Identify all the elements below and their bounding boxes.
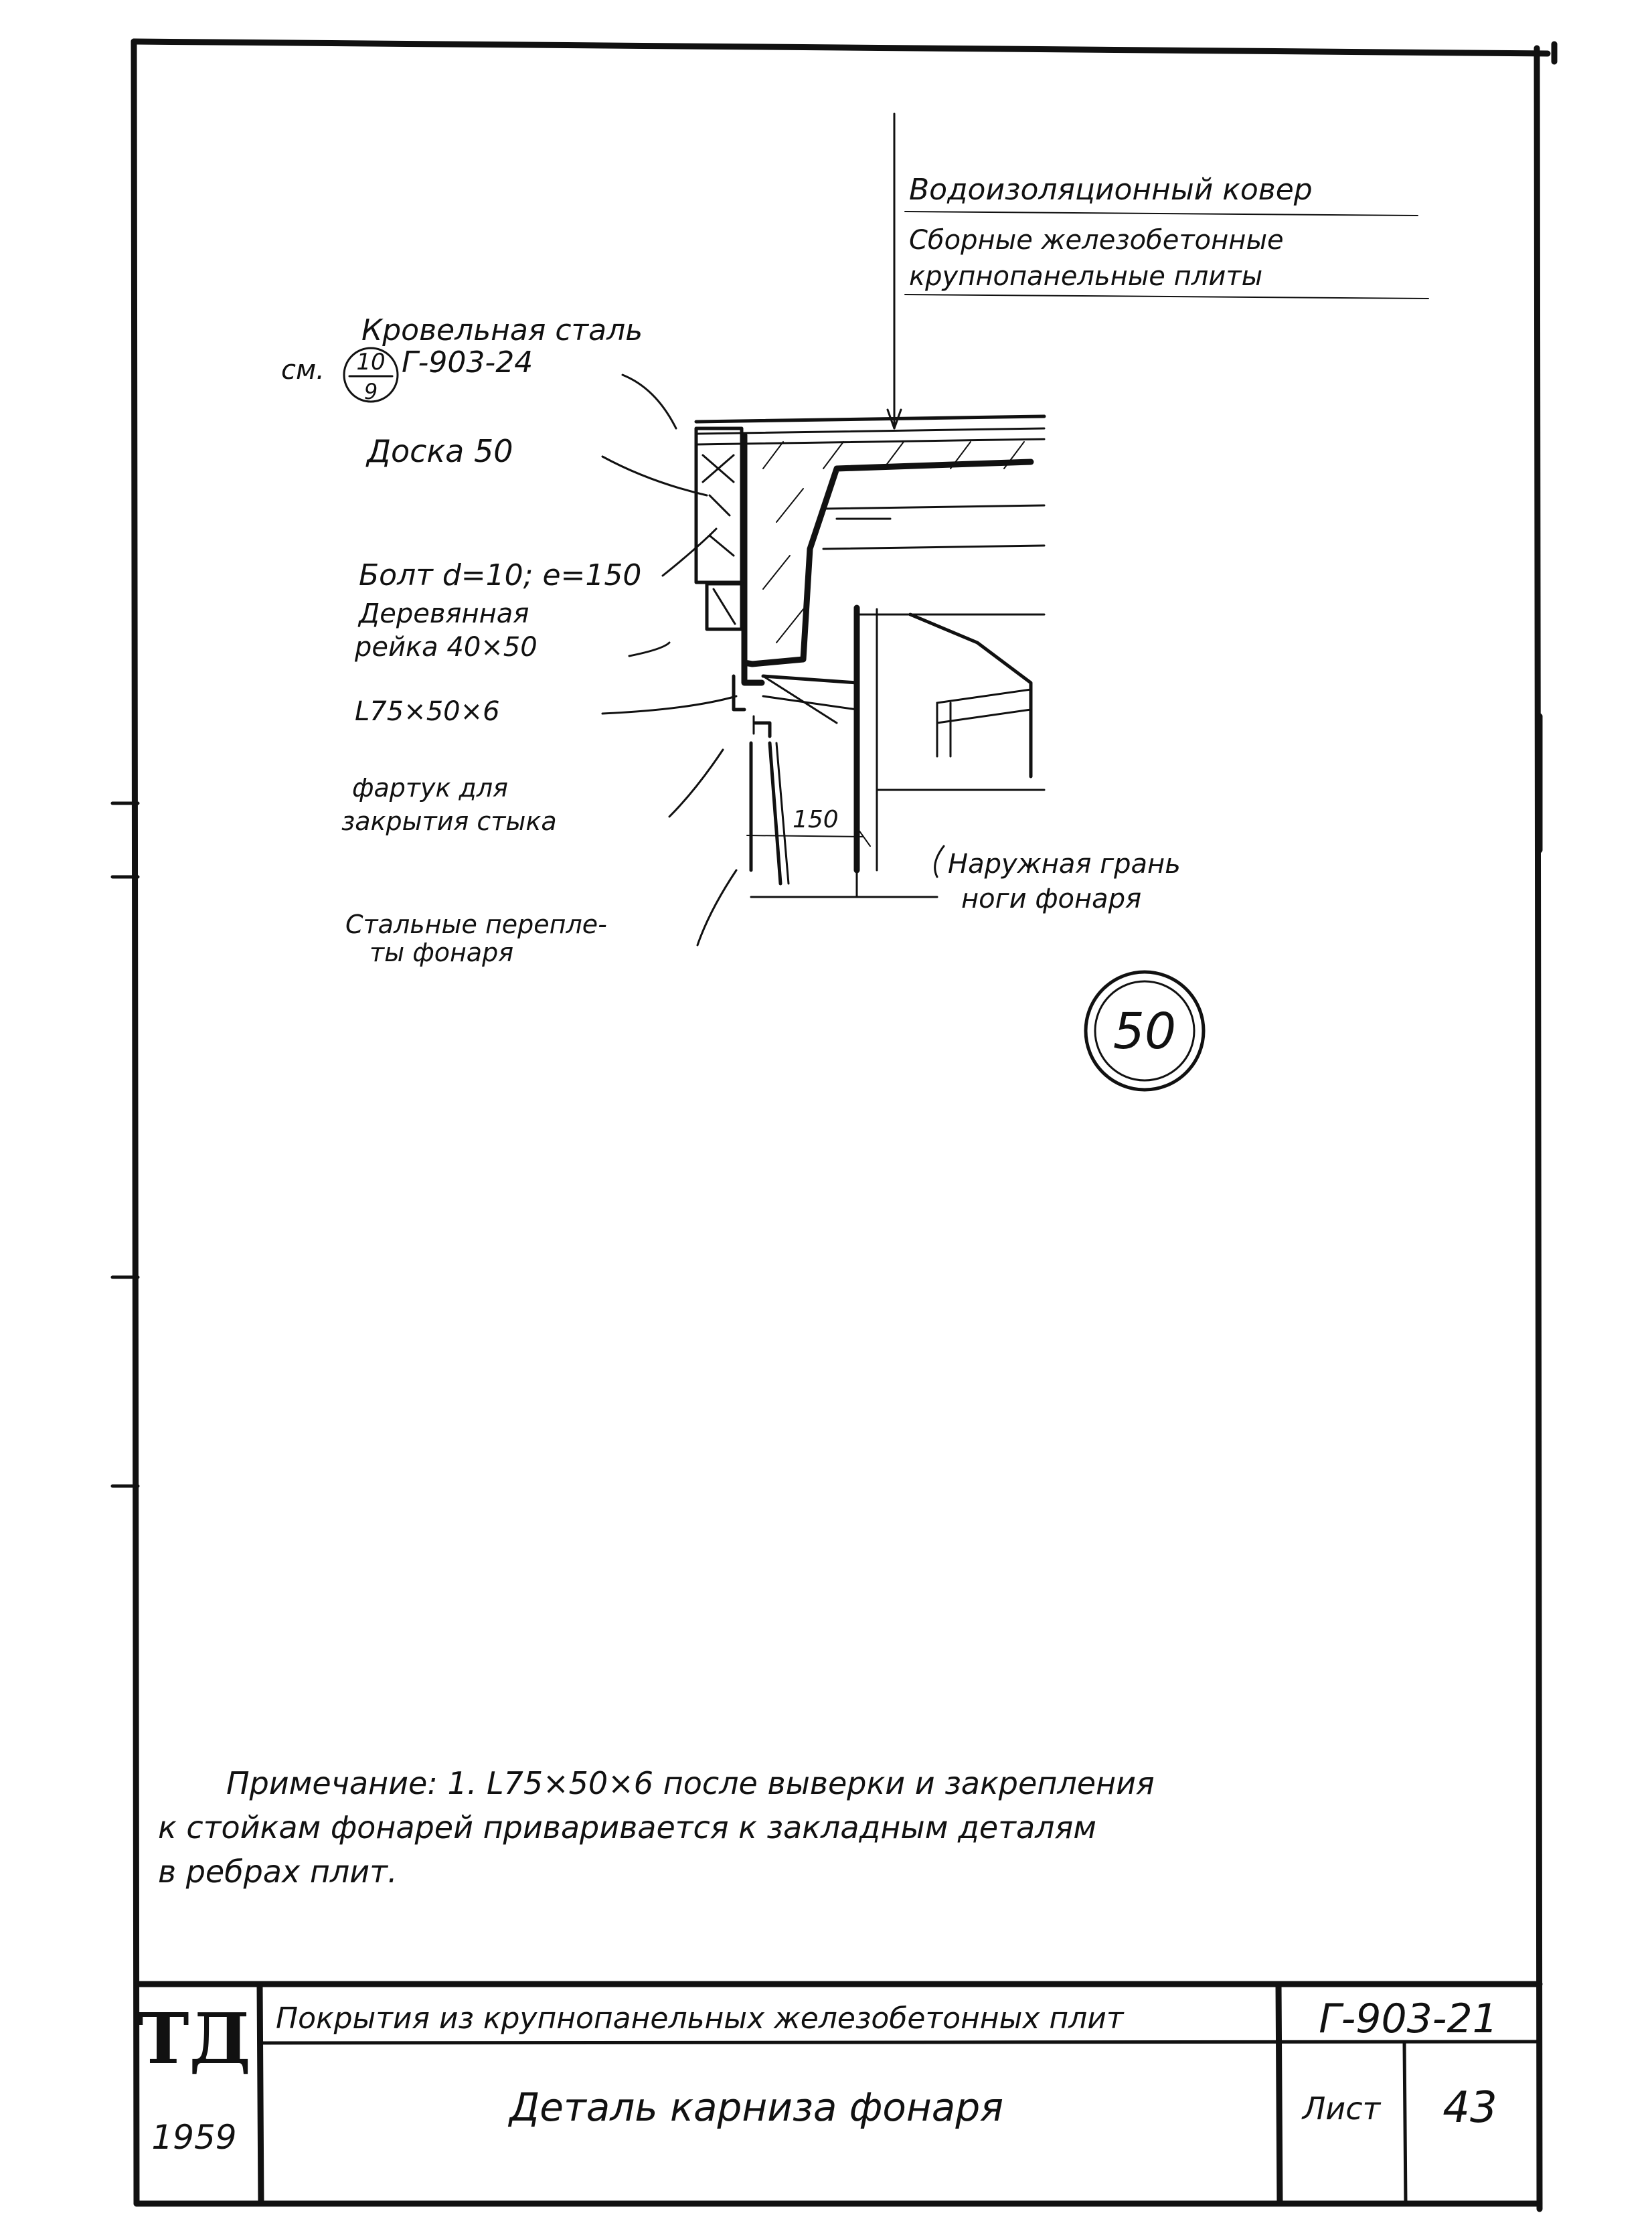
label-roof-steel: Кровельная сталь (361, 313, 643, 347)
note-line3: в ребрах плит. (158, 1854, 398, 1890)
label-ref-series: Г-903-24 (402, 345, 533, 380)
title-subject: Покрытия из крупнопанельных железобетонных плит (276, 2001, 1124, 2036)
label-batten-line2: рейка 40×50 (355, 632, 538, 663)
label-panels-line2: крупнопанельные плиты (909, 261, 1263, 292)
label-sash-line2: ты фонаря (369, 938, 514, 967)
title-drawing: Деталь карниза фонаря (509, 2084, 1004, 2130)
ref-numerator: 10 (356, 349, 386, 376)
title-year: 1959 (151, 2118, 237, 2157)
label-dimension: 150 (793, 806, 839, 833)
detail-number-marker (1086, 972, 1204, 1090)
detail-number: 50 (1112, 1003, 1177, 1060)
label-ref-prefix: см. (281, 355, 325, 386)
note (158, 1765, 1155, 1890)
label-outer-face-line2: ноги фонаря (961, 884, 1142, 914)
label-bolt: Болт d=10; e=150 (359, 558, 642, 592)
label-outer-face-line1: Наружная грань (948, 849, 1181, 880)
title-block (137, 1984, 1540, 2204)
label-batten-line1: Деревянная (359, 598, 529, 629)
cornice-section (696, 416, 1044, 897)
slab-hatch (763, 442, 1024, 643)
label-angle: L75×50×6 (355, 696, 500, 727)
label-waterproofing: Водоизоляционный ковер (909, 173, 1313, 207)
label-board: Доска 50 (367, 433, 513, 469)
label-panels-line1: Сборные железобетонные (909, 225, 1284, 256)
detail-reference-marker (344, 348, 398, 404)
title-sheet-label: Лист (1302, 2091, 1381, 2127)
note-line2: к стойкам фонарей приваривается к закладным деталям (158, 1809, 1096, 1846)
title-series: Г-903-21 (1319, 1995, 1498, 2042)
title-sheet-number: 43 (1442, 2083, 1497, 2133)
label-apron-line2: закрытия стыка (341, 807, 557, 836)
note-line1: Примечание: 1. L75×50×6 после выверки и закрепления (226, 1765, 1155, 1801)
label-apron-line1: фартук для (352, 773, 508, 803)
label-sash-line1: Стальные перепле- (345, 910, 607, 939)
logo-td: ТД (137, 1997, 251, 2080)
ref-denominator: 9 (363, 379, 378, 404)
